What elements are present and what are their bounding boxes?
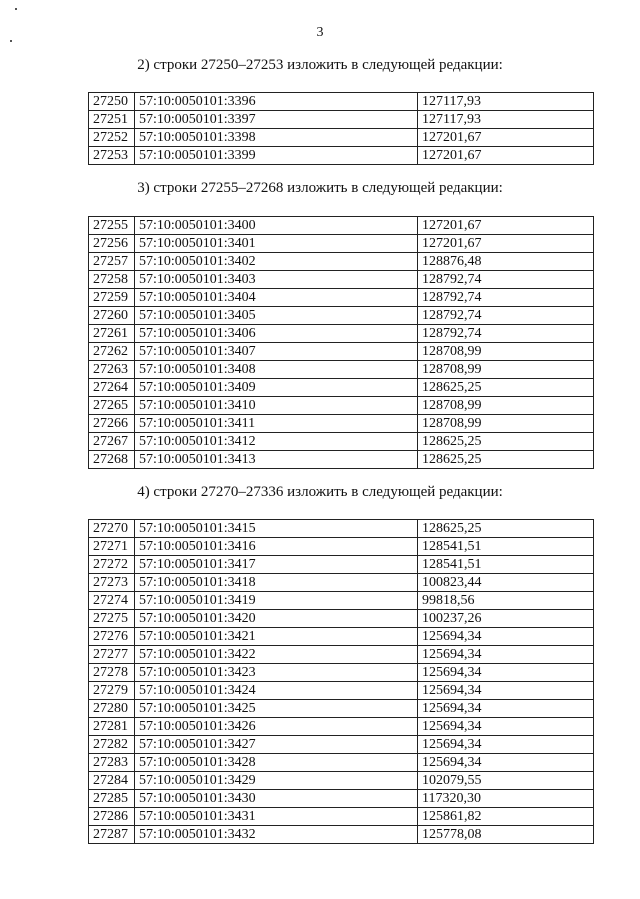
table-body [89, 93, 594, 165]
cadastral-number-cell: 57:10:0050101:3425 [135, 700, 418, 718]
table-row [89, 736, 594, 754]
section-4-heading: 4) строки 27270–27336 изложить в следующей редакции: [137, 484, 503, 500]
section-3-table [88, 216, 594, 469]
row-number-cell: 27275 [89, 610, 135, 628]
cadastral-number-cell: 57:10:0050101:3416 [135, 538, 418, 556]
value-cell: 125694,34 [418, 682, 594, 700]
cadastral-number-cell: 57:10:0050101:3399 [135, 147, 418, 165]
table-row [89, 433, 594, 451]
table-row [89, 700, 594, 718]
value-cell: 128792,74 [418, 325, 594, 343]
cadastral-number-cell: 57:10:0050101:3404 [135, 289, 418, 307]
row-number-cell: 27250 [89, 93, 135, 111]
cadastral-number-cell: 57:10:0050101:3431 [135, 808, 418, 826]
cadastral-number-cell: 57:10:0050101:3408 [135, 361, 418, 379]
row-number-cell: 27260 [89, 307, 135, 325]
row-number-cell: 27274 [89, 592, 135, 610]
value-cell: 128792,74 [418, 307, 594, 325]
value-cell: 127201,67 [418, 147, 594, 165]
row-number-cell: 27256 [89, 235, 135, 253]
row-number-cell: 27253 [89, 147, 135, 165]
value-cell: 127117,93 [418, 93, 594, 111]
cadastral-number-cell: 57:10:0050101:3417 [135, 556, 418, 574]
row-number-cell: 27278 [89, 664, 135, 682]
value-cell: 127201,67 [418, 217, 594, 235]
table-row [89, 826, 594, 844]
value-cell: 127117,93 [418, 111, 594, 129]
cadastral-number-cell: 57:10:0050101:3424 [135, 682, 418, 700]
row-number-cell: 27277 [89, 646, 135, 664]
row-number-cell: 27270 [89, 520, 135, 538]
table-row [89, 610, 594, 628]
row-number-cell: 27251 [89, 111, 135, 129]
value-cell: 125694,34 [418, 754, 594, 772]
cadastral-number-cell: 57:10:0050101:3421 [135, 628, 418, 646]
table-row [89, 379, 594, 397]
value-cell: 117320,30 [418, 790, 594, 808]
table-row [89, 628, 594, 646]
row-number-cell: 27287 [89, 826, 135, 844]
table-row [89, 253, 594, 271]
table-row [89, 289, 594, 307]
table-row [89, 538, 594, 556]
row-number-cell: 27268 [89, 451, 135, 469]
table-row [89, 147, 594, 165]
table-row [89, 397, 594, 415]
cadastral-number-cell: 57:10:0050101:3429 [135, 772, 418, 790]
table-body [89, 520, 594, 844]
cadastral-number-cell: 57:10:0050101:3407 [135, 343, 418, 361]
value-cell: 128792,74 [418, 289, 594, 307]
table-row [89, 772, 594, 790]
table-row [89, 217, 594, 235]
row-number-cell: 27262 [89, 343, 135, 361]
row-number-cell: 27266 [89, 415, 135, 433]
cadastral-number-cell: 57:10:0050101:3409 [135, 379, 418, 397]
cadastral-number-cell: 57:10:0050101:3422 [135, 646, 418, 664]
cadastral-number-cell: 57:10:0050101:3423 [135, 664, 418, 682]
cadastral-number-cell: 57:10:0050101:3430 [135, 790, 418, 808]
value-cell: 128625,25 [418, 451, 594, 469]
value-cell: 128541,51 [418, 538, 594, 556]
row-number-cell: 27285 [89, 790, 135, 808]
cadastral-number-cell: 57:10:0050101:3397 [135, 111, 418, 129]
table-row [89, 682, 594, 700]
table-row [89, 271, 594, 289]
table-row [89, 343, 594, 361]
table-row [89, 574, 594, 592]
value-cell: 125694,34 [418, 700, 594, 718]
cadastral-number-cell: 57:10:0050101:3418 [135, 574, 418, 592]
value-cell: 127201,67 [418, 129, 594, 147]
table-row [89, 646, 594, 664]
row-number-cell: 27258 [89, 271, 135, 289]
value-cell: 125694,34 [418, 718, 594, 736]
table-row [89, 111, 594, 129]
value-cell: 128708,99 [418, 361, 594, 379]
table-body [89, 217, 594, 469]
cadastral-number-cell: 57:10:0050101:3419 [135, 592, 418, 610]
table-row [89, 520, 594, 538]
row-number-cell: 27272 [89, 556, 135, 574]
cadastral-number-cell: 57:10:0050101:3427 [135, 736, 418, 754]
table-row [89, 808, 594, 826]
value-cell: 125861,82 [418, 808, 594, 826]
section-2-heading: 2) строки 27250–27253 изложить в следующей редакции: [137, 57, 503, 73]
cadastral-number-cell: 57:10:0050101:3420 [135, 610, 418, 628]
table-row [89, 129, 594, 147]
value-cell: 128708,99 [418, 343, 594, 361]
value-cell: 99818,56 [418, 592, 594, 610]
table-row [89, 592, 594, 610]
row-number-cell: 27265 [89, 397, 135, 415]
row-number-cell: 27271 [89, 538, 135, 556]
value-cell: 128625,25 [418, 520, 594, 538]
value-cell: 128625,25 [418, 433, 594, 451]
table-row [89, 93, 594, 111]
table-row [89, 556, 594, 574]
table-row [89, 361, 594, 379]
table-row [89, 718, 594, 736]
table-row [89, 325, 594, 343]
value-cell: 128625,25 [418, 379, 594, 397]
row-number-cell: 27273 [89, 574, 135, 592]
cadastral-number-cell: 57:10:0050101:3412 [135, 433, 418, 451]
row-number-cell: 27284 [89, 772, 135, 790]
value-cell: 128708,99 [418, 415, 594, 433]
row-number-cell: 27252 [89, 129, 135, 147]
value-cell: 128876,48 [418, 253, 594, 271]
row-number-cell: 27283 [89, 754, 135, 772]
row-number-cell: 27259 [89, 289, 135, 307]
table-row [89, 415, 594, 433]
value-cell: 128792,74 [418, 271, 594, 289]
cadastral-number-cell: 57:10:0050101:3426 [135, 718, 418, 736]
value-cell: 125694,34 [418, 646, 594, 664]
value-cell: 100237,26 [418, 610, 594, 628]
table-row [89, 235, 594, 253]
cadastral-number-cell: 57:10:0050101:3410 [135, 397, 418, 415]
cadastral-number-cell: 57:10:0050101:3398 [135, 129, 418, 147]
value-cell: 128708,99 [418, 397, 594, 415]
row-number-cell: 27263 [89, 361, 135, 379]
row-number-cell: 27276 [89, 628, 135, 646]
scan-speck [15, 8, 17, 10]
cadastral-number-cell: 57:10:0050101:3396 [135, 93, 418, 111]
table-row [89, 754, 594, 772]
section-4-table [88, 519, 594, 844]
section-3-heading: 3) строки 27255–27268 изложить в следующей редакции: [137, 180, 503, 196]
row-number-cell: 27267 [89, 433, 135, 451]
cadastral-number-cell: 57:10:0050101:3411 [135, 415, 418, 433]
table-row [89, 307, 594, 325]
row-number-cell: 27261 [89, 325, 135, 343]
section-2-table [88, 92, 594, 165]
table-row [89, 664, 594, 682]
value-cell: 128541,51 [418, 556, 594, 574]
row-number-cell: 27280 [89, 700, 135, 718]
row-number-cell: 27255 [89, 217, 135, 235]
row-number-cell: 27282 [89, 736, 135, 754]
page-number: 3 [316, 25, 324, 40]
cadastral-number-cell: 57:10:0050101:3415 [135, 520, 418, 538]
cadastral-number-cell: 57:10:0050101:3402 [135, 253, 418, 271]
cadastral-number-cell: 57:10:0050101:3406 [135, 325, 418, 343]
row-number-cell: 27279 [89, 682, 135, 700]
value-cell: 127201,67 [418, 235, 594, 253]
value-cell: 102079,55 [418, 772, 594, 790]
value-cell: 125694,34 [418, 664, 594, 682]
row-number-cell: 27281 [89, 718, 135, 736]
table-row [89, 790, 594, 808]
cadastral-number-cell: 57:10:0050101:3432 [135, 826, 418, 844]
cadastral-number-cell: 57:10:0050101:3428 [135, 754, 418, 772]
cadastral-number-cell: 57:10:0050101:3405 [135, 307, 418, 325]
row-number-cell: 27264 [89, 379, 135, 397]
table-row [89, 451, 594, 469]
value-cell: 125694,34 [418, 736, 594, 754]
cadastral-number-cell: 57:10:0050101:3400 [135, 217, 418, 235]
value-cell: 100823,44 [418, 574, 594, 592]
value-cell: 125778,08 [418, 826, 594, 844]
value-cell: 125694,34 [418, 628, 594, 646]
cadastral-number-cell: 57:10:0050101:3401 [135, 235, 418, 253]
row-number-cell: 27286 [89, 808, 135, 826]
row-number-cell: 27257 [89, 253, 135, 271]
cadastral-number-cell: 57:10:0050101:3403 [135, 271, 418, 289]
cadastral-number-cell: 57:10:0050101:3413 [135, 451, 418, 469]
